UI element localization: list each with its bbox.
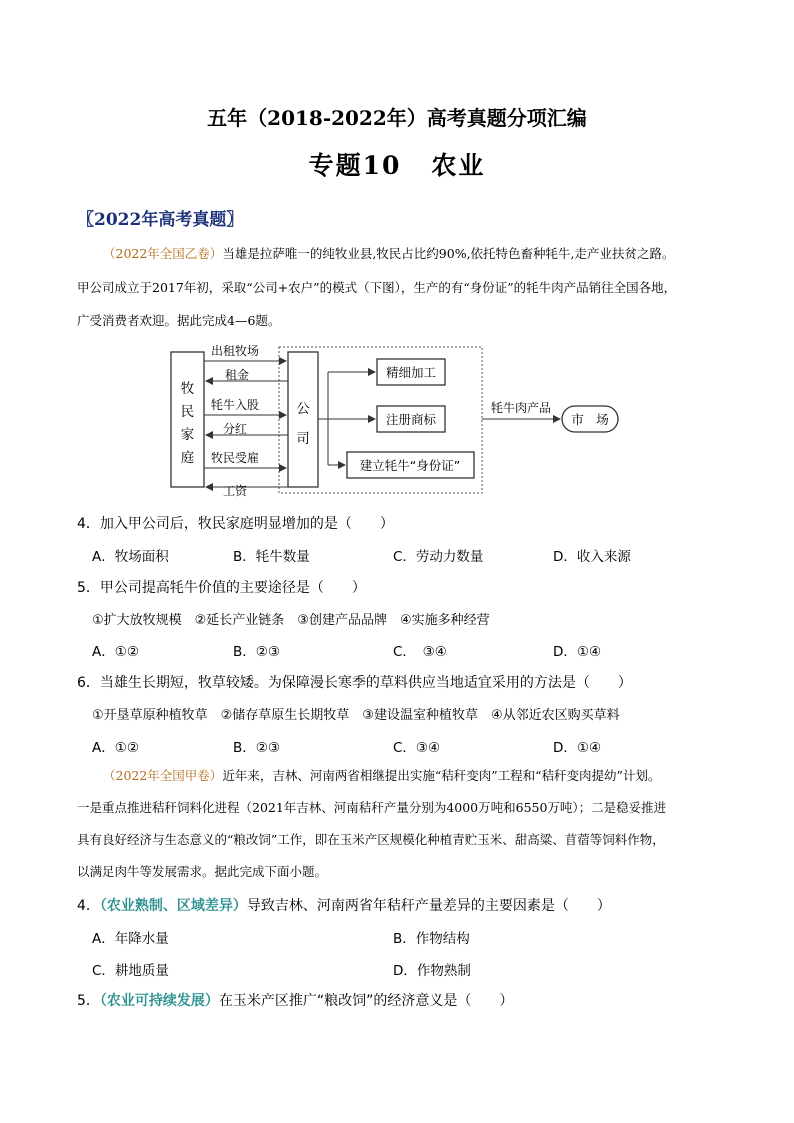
- passage1-line1: [103, 246, 675, 262]
- question-6-items: ①开垦草原种植牧草 ②储存草原生长期牧草 ③建设温室种植牧草 ④从邻近农区购买草料: [92, 708, 620, 723]
- option: D．收入来源: [553, 549, 631, 565]
- option: A．牧场面积: [92, 549, 169, 565]
- question-5-items: ①扩大放牧规模 ②延长产业链条 ③创建产品品牌 ④实施多种经营: [92, 613, 490, 628]
- company-box: [288, 352, 318, 487]
- option: D．作物熟制: [393, 963, 471, 979]
- question-5b-stem: [77, 990, 513, 1010]
- company-char: 公: [296, 401, 310, 417]
- question-number: 4．: [77, 898, 100, 914]
- question-4b-stem: [77, 895, 611, 915]
- option: A．①②: [92, 644, 139, 660]
- option: D．①④: [553, 740, 602, 756]
- option: C．③④: [393, 740, 441, 756]
- product-label: 牦牛肉产品: [490, 401, 552, 415]
- question-text: 在玉米产区推广“粮改饲”的经济意义是（ ）: [218, 993, 514, 1009]
- passage2-line1: [103, 768, 660, 784]
- step-fine-processing: 精细加工: [385, 365, 437, 380]
- passage2-line3: 具有良好经济与生态意义的“粮改饲”工作，即在玉米产区规模化种植青贮玉米、甜高粱、苜蓿等饲料作物，: [77, 832, 665, 847]
- passage1-line2: 甲公司成立于2017年初，采取“公司+农户”的模式（下图），生产的有“身份证”的牦牛肉产品销往全国各地，: [77, 280, 677, 295]
- question-tag: （农业熟制、区域差异）: [99, 898, 247, 914]
- topic-name: 农业: [431, 151, 486, 180]
- option: B．作物结构: [393, 931, 470, 947]
- question-6-stem: 6．当雄生长期短，牧草较矮。为保障漫长寒季的草料供应当地适宜采用的方法是（ ）: [77, 675, 632, 691]
- document-title: 五年（2018-2022年）高考真题分项汇编: [207, 106, 587, 130]
- passage1-line3: 广受消费者欢迎。据此完成4—6题。: [77, 313, 281, 328]
- company-char: 司: [296, 431, 310, 447]
- option: D．①④: [553, 644, 602, 660]
- question-4-stem: 4．加入甲公司后，牧民家庭明显增加的是（ ）: [77, 516, 394, 532]
- option: B．②③: [233, 644, 280, 660]
- flow-label-herder-hired: 牧民受雇: [210, 451, 260, 465]
- option: C． ③④: [393, 644, 447, 660]
- flow-label-yak-shares: 牦牛入股: [210, 398, 260, 412]
- passage2-line4: 以满足肉牛等发展需求。据此完成下面小题。: [77, 864, 328, 879]
- step-yak-id: 建立牦牛“身份证”: [359, 458, 461, 473]
- question-number: 5．: [77, 993, 100, 1009]
- flow-label-dividend: 分红: [222, 422, 248, 436]
- household-char: 民: [180, 404, 195, 420]
- passage2-text1: 近年来，吉林、河南两省相继提出实施“秸秆变肉”工程和“秸秆变肉提幼”计划。: [222, 768, 661, 783]
- option: A．年降水量: [92, 931, 169, 947]
- step-trademark: 注册商标: [385, 412, 437, 427]
- household-char: 牧: [180, 381, 195, 397]
- option: B．牦牛数量: [233, 549, 310, 565]
- option: C．耕地质量: [92, 963, 169, 979]
- passage1-text1: 当雄是拉萨唯一的纯牧业县,牧民占比约90%,依托特色畜种牦牛,走产业扶贫之路。: [222, 246, 675, 261]
- question-tag: （农业可持续发展）: [99, 993, 219, 1009]
- market-label: 市 场: [571, 412, 609, 427]
- topic-title: [0, 146, 794, 182]
- household-char: 家: [180, 427, 195, 443]
- flow-label-rent: 租金: [224, 368, 250, 382]
- flow-label-rent-pasture: 出租牧场: [210, 344, 260, 358]
- passage2-line2: 一是重点推进秸秆饲料化进程（2021年吉林、河南秸秆产量分别为4000万吨和6550万吨）；二是稳妥推进: [77, 800, 667, 815]
- option: C．劳动力数量: [393, 549, 484, 565]
- option: B．②③: [233, 740, 280, 756]
- company-farmer-diagram: [168, 339, 628, 499]
- section-heading: 〖2022年高考真题〗: [77, 210, 244, 230]
- question-5-stem: 5．甲公司提高牦牛价值的主要途径是（ ）: [77, 580, 366, 596]
- household-char: 庭: [180, 450, 195, 466]
- topic-number: 专题10: [308, 151, 402, 180]
- passage2-source: （2022年全国甲卷）: [103, 768, 223, 783]
- flow-label-wage: 工资: [222, 484, 248, 498]
- question-text: 导致吉林、河南两省年秸秆产量差异的主要因素是（ ）: [246, 898, 611, 914]
- passage1-source: （2022年全国乙卷）: [103, 246, 223, 261]
- option: A．①②: [92, 740, 139, 756]
